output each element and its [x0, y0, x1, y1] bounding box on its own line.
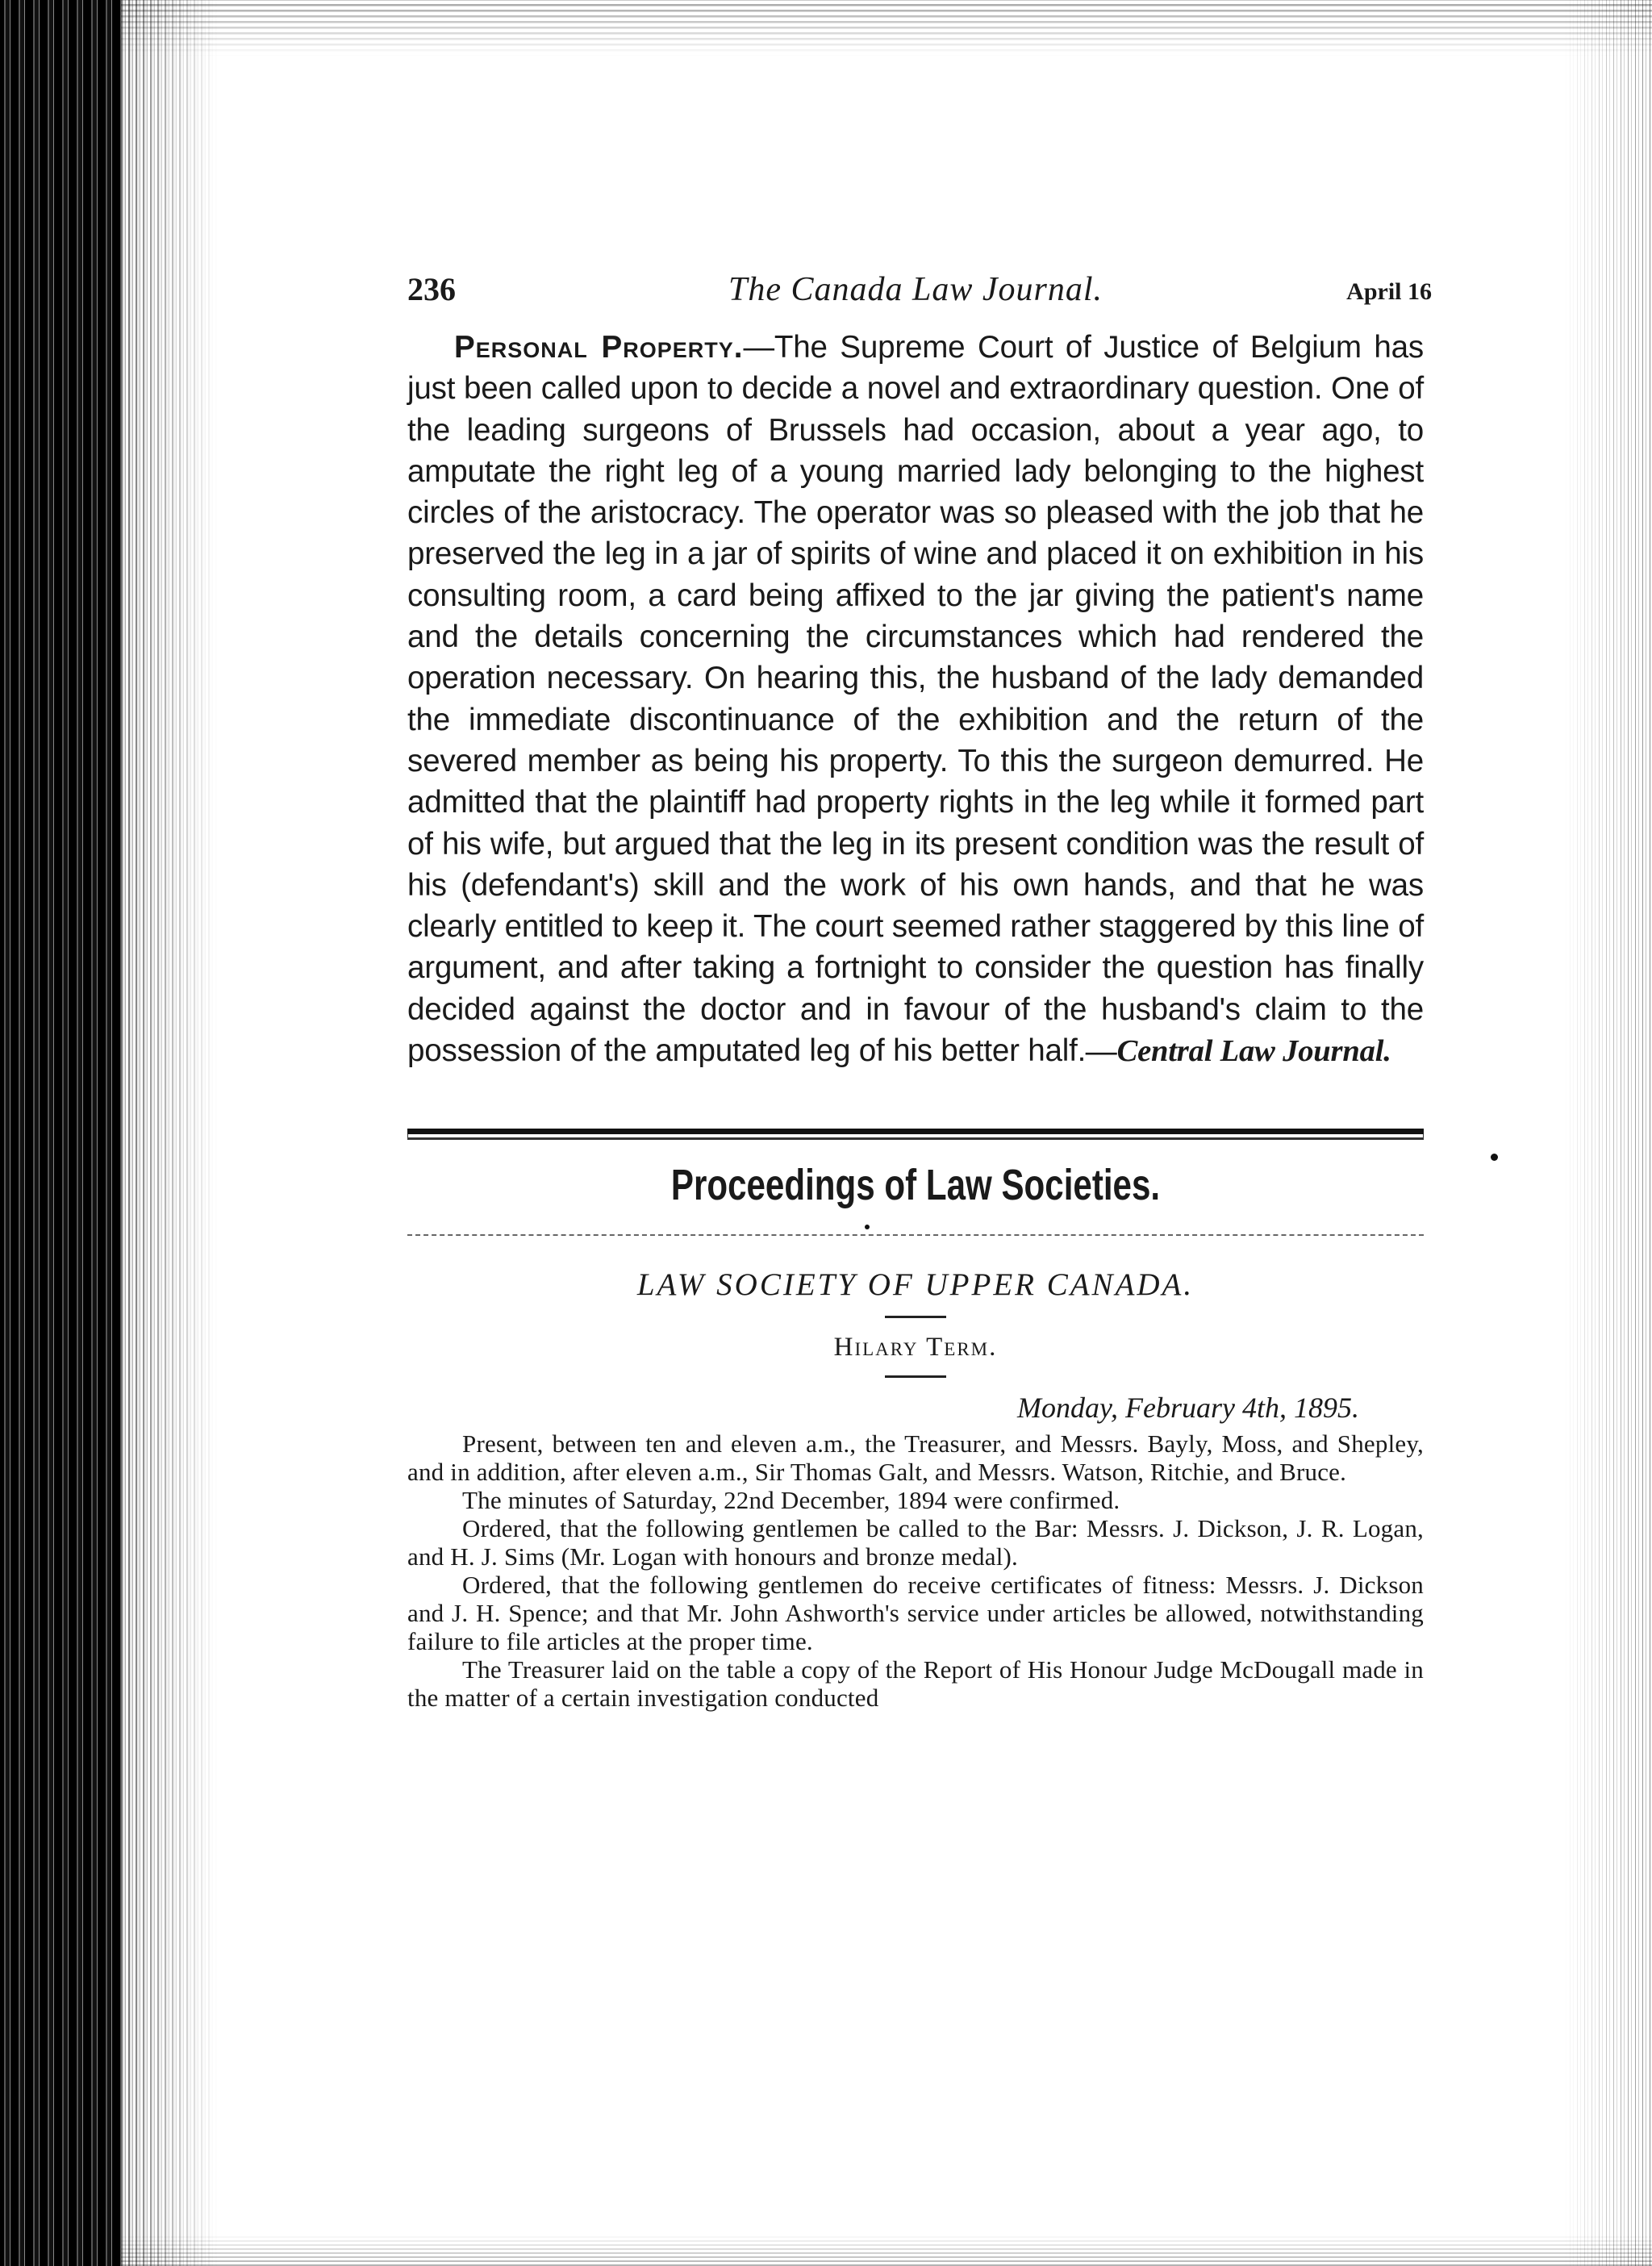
page-number: 236: [407, 271, 456, 307]
running-head: [407, 270, 1432, 311]
short-rule: [885, 1375, 946, 1378]
minutes-paragraph: Present, between ten and eleven a.m., the Treasurer, and Messrs. Bayly, Moss, and Shepley, and in addition, after eleven a.m., Sir Thomas Galt, and Messrs. Watson, Ritchie, and Bruce.: [407, 1429, 1424, 1487]
article-personal-property: [407, 327, 1424, 1072]
scan-edge-right: [1563, 0, 1652, 2266]
article-source: —Central Law Journal.: [1086, 1034, 1391, 1069]
term-heading: Hilary Term.: [833, 1333, 998, 1363]
minutes-paragraph: The minutes of Saturday, 22nd December, 1894 were confirmed.: [462, 1486, 1120, 1515]
meeting-date: Monday, February 4th, 1895.: [1017, 1392, 1359, 1425]
minutes-paragraph: The Treasurer laid on the table a copy of the Report of His Honour Judge McDougall made in the matter of a certain investigation conducted: [407, 1655, 1424, 1713]
ink-speck: [1491, 1154, 1498, 1161]
article-heading: Personal Property.: [454, 330, 744, 365]
minutes-paragraph: Ordered, that the following gentlemen be called to the Bar: Messrs. J. Dickson, J. R. Logan, and H. J. Sims (Mr. Logan with honours and bronze medal).: [407, 1514, 1424, 1571]
society-name: LAW SOCIETY OF UPPER CANADA.: [636, 1267, 1195, 1303]
scan-shadow-left: [121, 0, 218, 2266]
issue-date: April 16: [1346, 278, 1432, 305]
section-divider: [407, 1129, 1424, 1134]
scan-edge-bottom: [121, 2234, 1652, 2266]
minutes: [407, 1429, 1424, 1712]
minutes-paragraph: Ordered, that the following gentlemen do receive certificates of fitness: Messrs. J. Dickson and J. H. Spence; and that Mr. John Ashworth's service under articles be allowed, notwithstanding failure to file articles at the proper time.: [407, 1571, 1424, 1656]
journal-page: [407, 270, 1432, 1713]
dashed-divider: [407, 1234, 1424, 1236]
journal-title: The Canada Law Journal.: [728, 271, 1103, 308]
scan-edge-left: [0, 0, 121, 2266]
article-body: —The Supreme Court of Justice of Belgium has just been called upon to decide a novel and extraordinary question. One of the leading surgeons of Brussels had occasion, about a year ago, to amputate the right leg of a young married lady belonging to the highest circles of the aristocracy. The operator was so pleased with the job that he preserved the leg in a jar of spirits of wine and placed it on exhibition in his consulting room, a card being affixed to the jar giving the patient's name and the details concerning the circumstances which had rendered the operation necessary. On hearing this, the husband of the lady demanded the immediate discontinuance of the exhibition and the return of the severed member as being his property. To this the surgeon demurred. He admitted that the plaintiff had property rights in the leg while it formed part of his wife, but argued that the leg in its present condition was the result of his (defendant's) skill and the work of his own hands, and that he was clearly entitled to keep it. The court seemed rather staggered by this line of argument, and after taking a fortnight to consider the question has finally decided against the doctor and in favour of the husband's claim to the possession of the amputated leg of his better half.: [407, 330, 1424, 1069]
section-title: Proceedings of Law Societies.: [670, 1161, 1161, 1210]
short-rule: [885, 1316, 946, 1318]
scan-edge-top: [121, 0, 1652, 56]
